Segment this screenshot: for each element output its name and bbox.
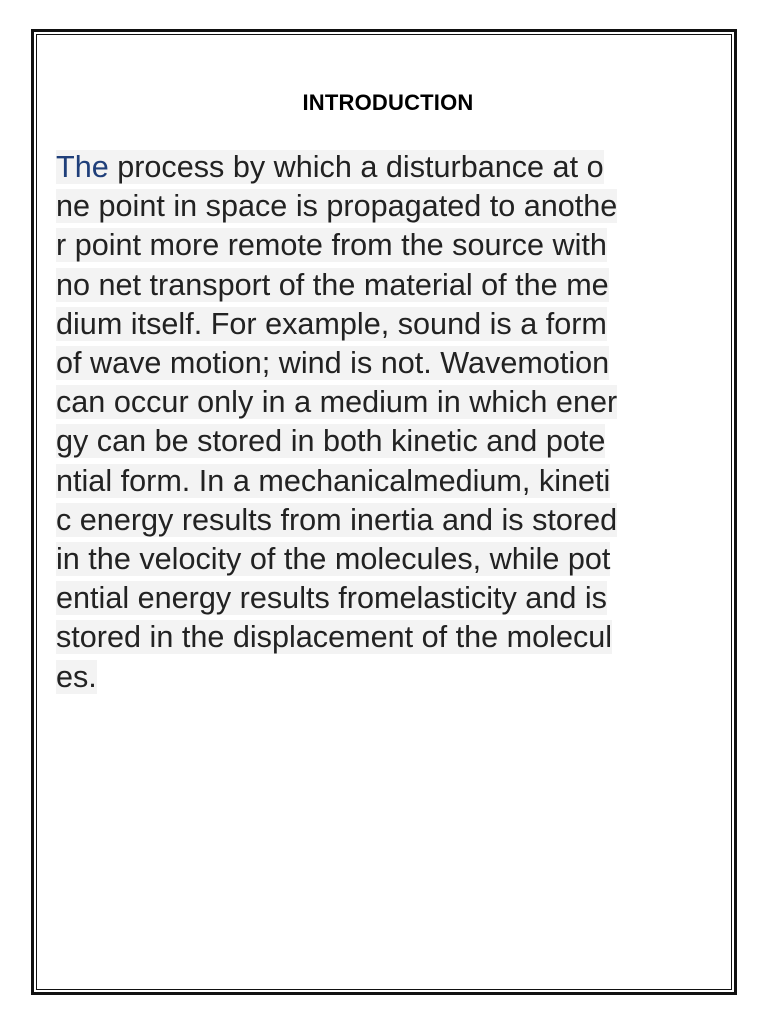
line-text: ne point in space is propagated to anothe [56, 189, 618, 224]
line-text: ntial form. In a mechanicalmedium, kineti [56, 463, 611, 498]
paragraph-line [56, 383, 720, 422]
line-text: dium itself. For example, sound is a form [56, 306, 607, 341]
paragraph-line [56, 540, 720, 579]
paragraph-line [56, 618, 720, 657]
paragraph-line [56, 501, 720, 540]
line-text: process by which a disturbance at o [108, 150, 604, 184]
paragraph-line [56, 305, 720, 344]
line-text: ential energy results fromelasticity and is [56, 581, 607, 616]
paragraph-line [56, 226, 720, 265]
line-text: es. [56, 659, 97, 694]
line-text: no net transport of the material of the me [56, 267, 609, 302]
paragraph-line [56, 462, 720, 501]
line-text: c energy results from inertia and is stored [56, 502, 618, 537]
line-text: gy can be stored in both kinetic and pote [56, 424, 606, 459]
paragraph-line [56, 579, 720, 618]
paragraph-line [56, 344, 720, 383]
line-text: stored in the displacement of the molecul [56, 620, 613, 655]
paragraph-line [56, 187, 720, 226]
page-title: INTRODUCTION [302, 90, 474, 115]
paragraph-line [56, 266, 720, 305]
lead-word: The [56, 150, 109, 184]
paragraph-line [56, 148, 720, 187]
line-text: in the velocity of the molecules, while pot [56, 542, 611, 577]
paragraph-line [56, 422, 720, 461]
line-text: can occur only in a medium in which ener [56, 385, 618, 420]
line-text: of wave motion; wind is not. Wavemotion [56, 346, 610, 381]
paragraph-line [56, 658, 720, 697]
line-text: r point more remote from the source with [56, 228, 607, 263]
body-paragraph [56, 148, 720, 697]
